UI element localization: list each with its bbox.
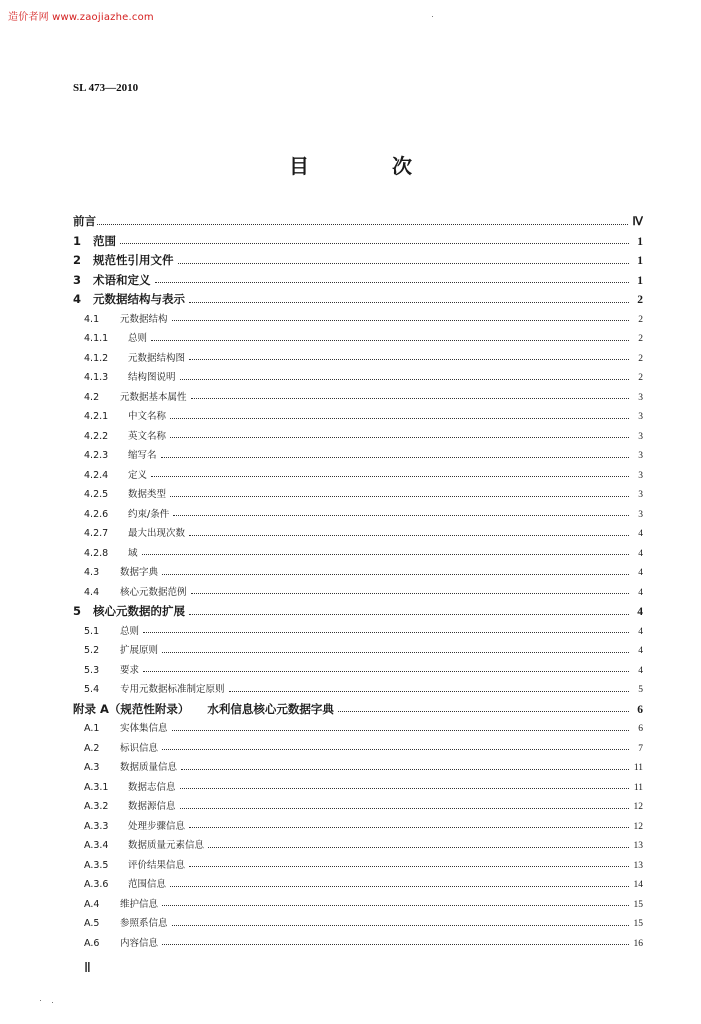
toc-entry-number: 4.2.2 bbox=[84, 430, 109, 442]
toc-entry-page: 5 bbox=[638, 685, 643, 695]
toc-entry-number: 前言 bbox=[73, 214, 96, 228]
toc-entry[interactable] bbox=[84, 408, 643, 422]
toc-entry-number: 4.2.6 bbox=[84, 508, 109, 520]
toc-entry-title: 结构图说明 bbox=[128, 372, 176, 383]
toc-entry-number: 5.1 bbox=[84, 625, 100, 637]
document-code: SL 473—2010 bbox=[73, 82, 139, 94]
toc-entry[interactable] bbox=[84, 662, 643, 676]
toc-entry-page: 4 bbox=[638, 568, 643, 578]
toc-entry-number: 4.2.5 bbox=[84, 489, 109, 500]
toc-entry-title: 术语和定义 bbox=[93, 272, 151, 287]
watermark-text: 造价者网 www.zaojiazhe.com bbox=[8, 12, 154, 23]
toc-entry-title: 数据字典 bbox=[120, 567, 159, 578]
toc-entry-number: A.3.2 bbox=[84, 801, 109, 812]
toc-entry-number: A.3 bbox=[84, 762, 100, 773]
toc-entry-title: 元数据基本属性 bbox=[120, 391, 187, 403]
toc-entry-title: 专用元数据标准制定原则 bbox=[120, 684, 225, 695]
toc-entry-title: 评价结果信息 bbox=[128, 859, 186, 871]
toc-entry-title: 范围 bbox=[93, 233, 116, 248]
toc-entry-number: 4.2.7 bbox=[84, 528, 109, 539]
toc-entry[interactable] bbox=[84, 896, 643, 910]
toc-entry[interactable] bbox=[73, 213, 643, 229]
toc-leader-dots bbox=[178, 263, 630, 264]
toc-entry-number: 4.1.1 bbox=[84, 333, 109, 344]
toc-entry-page: 4 bbox=[638, 626, 643, 637]
toc-entry-page: 3 bbox=[638, 451, 643, 461]
toc-entry-title: 核心元数据的扩展 bbox=[93, 604, 185, 618]
toc-entry-title: 总则 bbox=[128, 333, 148, 344]
toc-entry[interactable] bbox=[84, 915, 643, 929]
toc-leader-dots bbox=[162, 749, 629, 750]
toc-entry-number: 4.4 bbox=[84, 586, 100, 598]
toc-entry[interactable] bbox=[84, 935, 643, 949]
scan-speck bbox=[52, 1002, 53, 1003]
toc-leader-dots bbox=[151, 340, 629, 341]
toc-entry-page: 4 bbox=[638, 665, 643, 676]
toc-entry[interactable] bbox=[84, 584, 643, 598]
toc-leader-dots bbox=[155, 282, 630, 283]
scan-speck bbox=[40, 1000, 41, 1001]
toc-leader-dots bbox=[97, 224, 628, 225]
toc-entry-title: 处理步骤信息 bbox=[128, 820, 186, 832]
toc-entry-number: A.2 bbox=[84, 742, 100, 754]
toc-entry[interactable] bbox=[84, 545, 643, 559]
toc-entry[interactable] bbox=[84, 330, 643, 344]
toc-entry[interactable] bbox=[84, 623, 643, 637]
toc-entry[interactable] bbox=[84, 447, 643, 461]
toc-entry-title: 扩展原则 bbox=[120, 645, 159, 656]
toc-title: 目 次 bbox=[289, 154, 450, 178]
toc-entry-page: Ⅳ bbox=[632, 216, 643, 228]
toc-entry-title: 数据源信息 bbox=[128, 801, 176, 812]
toc-entry[interactable] bbox=[84, 428, 643, 442]
toc-leader-dots bbox=[143, 632, 629, 633]
toc-leader-dots bbox=[189, 359, 629, 360]
toc-leader-dots bbox=[180, 808, 629, 809]
toc-entry[interactable] bbox=[73, 252, 643, 268]
toc-entry-number: 5.3 bbox=[84, 664, 100, 676]
toc-entry[interactable] bbox=[84, 857, 643, 871]
toc-leader-dots bbox=[172, 925, 629, 926]
toc-entry[interactable] bbox=[84, 389, 643, 403]
toc-entry[interactable] bbox=[84, 467, 643, 481]
toc-entry-title: 数据质量元素信息 bbox=[128, 840, 205, 851]
toc-entry-page: 11 bbox=[633, 782, 643, 793]
toc-entry[interactable] bbox=[84, 837, 643, 851]
toc-leader-dots bbox=[191, 398, 629, 399]
toc-entry-number: A.6 bbox=[84, 937, 100, 949]
toc-entry-number: 4.2.1 bbox=[84, 411, 109, 422]
toc-leader-dots bbox=[189, 827, 629, 828]
toc-entry[interactable] bbox=[84, 818, 643, 832]
toc-entry-title: 参照系信息 bbox=[120, 918, 168, 929]
toc-leader-dots bbox=[189, 866, 629, 867]
toc-entry-number: 4.1.3 bbox=[84, 372, 109, 383]
toc-entry-page: 4 bbox=[638, 587, 643, 598]
toc-entry-number: A.3.4 bbox=[84, 840, 109, 851]
toc-leader-dots bbox=[189, 302, 629, 303]
toc-entry-title: 数据质量信息 bbox=[120, 762, 178, 773]
toc-entry-page: 7 bbox=[638, 743, 643, 754]
toc-leader-dots bbox=[162, 574, 629, 575]
toc-entry-number: 5.2 bbox=[84, 645, 100, 656]
toc-leader-dots bbox=[172, 730, 629, 731]
toc-entry[interactable] bbox=[73, 603, 643, 619]
toc-entry-page: 3 bbox=[638, 412, 643, 422]
toc-entry-page: 13 bbox=[633, 860, 643, 871]
toc-entry-page: 16 bbox=[633, 938, 643, 949]
toc-entry[interactable] bbox=[84, 486, 643, 500]
toc-entry-number: 2 bbox=[73, 253, 82, 267]
toc-entry-number: 4.3 bbox=[84, 567, 100, 578]
page-number: Ⅱ bbox=[84, 961, 91, 976]
toc-leader-dots bbox=[170, 886, 629, 887]
toc-entry-number: A.1 bbox=[84, 723, 100, 734]
toc-entry-number: 4.1.2 bbox=[84, 352, 109, 364]
toc-entry-number: 4.2.8 bbox=[84, 547, 109, 559]
toc-leader-dots bbox=[173, 515, 629, 516]
toc-entry[interactable] bbox=[84, 642, 643, 656]
toc-entry-page: 3 bbox=[638, 431, 643, 442]
toc-entry-page: 15 bbox=[633, 899, 643, 910]
toc-entry[interactable] bbox=[84, 350, 643, 364]
toc-entry-title: 实体集信息 bbox=[120, 723, 168, 734]
toc-entry-page: 15 bbox=[633, 919, 643, 929]
toc-entry-title: 元数据结构与表示 bbox=[93, 292, 185, 306]
toc-entry-number: 3 bbox=[73, 272, 82, 287]
toc-entry-title: 最大出现次数 bbox=[128, 528, 186, 539]
toc-leader-dots bbox=[180, 788, 629, 789]
toc-entry-page: 2 bbox=[638, 314, 643, 325]
toc-leader-dots bbox=[162, 905, 629, 906]
toc-entry-number: A.3.3 bbox=[84, 820, 109, 832]
toc-entry-page: 3 bbox=[638, 490, 643, 500]
toc-entry-title: 缩写名 bbox=[128, 450, 157, 461]
toc-entry-title: 中文名称 bbox=[128, 411, 167, 422]
toc-entry-number: 4.1 bbox=[84, 313, 100, 325]
toc-entry-page: 1 bbox=[637, 235, 643, 248]
toc-leader-dots bbox=[151, 476, 629, 477]
toc-entry-page: 3 bbox=[638, 509, 643, 520]
toc-entry-title: 范围信息 bbox=[128, 879, 167, 890]
toc-leader-dots bbox=[181, 769, 629, 770]
scan-speck bbox=[432, 16, 433, 17]
toc-entry[interactable] bbox=[84, 798, 643, 812]
toc-entry-title: 定义 bbox=[128, 469, 148, 481]
toc-leader-dots bbox=[189, 535, 629, 536]
toc-leader-dots bbox=[170, 496, 629, 497]
toc-entry-page: 13 bbox=[633, 841, 643, 851]
toc-entry[interactable] bbox=[73, 701, 643, 717]
toc-entry-page: 6 bbox=[637, 703, 643, 716]
toc-entry[interactable] bbox=[84, 564, 643, 578]
toc-entry-page: 6 bbox=[638, 724, 643, 734]
toc-entry-page: 2 bbox=[638, 373, 643, 383]
toc-entry-title: 维护信息 bbox=[120, 898, 159, 910]
toc-entry-title: 英文名称 bbox=[128, 430, 167, 442]
toc-entry-page: 2 bbox=[638, 353, 643, 364]
toc-entry[interactable] bbox=[84, 681, 643, 695]
toc-entry-title: 数据类型 bbox=[128, 489, 167, 500]
toc-entry[interactable] bbox=[84, 369, 643, 383]
toc-entry-page: 1 bbox=[637, 255, 643, 267]
toc-entry-page: 11 bbox=[633, 763, 643, 773]
toc-entry-page: 2 bbox=[637, 294, 643, 306]
toc-leader-dots bbox=[170, 437, 629, 438]
toc-entry-title: 水利信息核心元数据字典 bbox=[207, 701, 334, 716]
toc-entry-title: 数据志信息 bbox=[128, 781, 176, 793]
toc-entry[interactable] bbox=[84, 311, 643, 325]
toc-entry[interactable] bbox=[84, 759, 643, 773]
toc-entry-title: 约束/条件 bbox=[128, 508, 170, 520]
toc-entry[interactable] bbox=[84, 740, 643, 754]
toc-entry-page: 4 bbox=[638, 529, 643, 539]
toc-leader-dots bbox=[142, 554, 629, 555]
toc-entry[interactable] bbox=[84, 720, 643, 734]
toc-leader-dots bbox=[172, 320, 629, 321]
toc-entry-page: 14 bbox=[633, 880, 643, 890]
toc-entry-number: 附录 A（规范性附录） bbox=[73, 701, 190, 716]
toc-entry-page: 12 bbox=[633, 802, 643, 812]
toc-entry[interactable] bbox=[84, 525, 643, 539]
toc-entry-page: 12 bbox=[633, 821, 643, 832]
toc-entry-number: A.3.6 bbox=[84, 879, 109, 890]
toc-entry-number: A.5 bbox=[84, 918, 100, 929]
toc-entry-title: 规范性引用文件 bbox=[93, 253, 174, 267]
toc-entry[interactable] bbox=[73, 291, 643, 307]
toc-entry[interactable] bbox=[73, 233, 643, 249]
toc-entry[interactable] bbox=[73, 272, 643, 288]
toc-entry-title: 元数据结构图 bbox=[128, 352, 186, 364]
toc-leader-dots bbox=[162, 652, 629, 653]
toc-entry[interactable] bbox=[84, 779, 643, 793]
toc-entry-title: 总则 bbox=[120, 625, 140, 637]
toc-leader-dots bbox=[143, 671, 629, 672]
toc-entry-number: A.4 bbox=[84, 898, 100, 910]
toc-entry-title: 域 bbox=[128, 547, 138, 559]
toc-entry-page: 3 bbox=[638, 470, 643, 481]
toc-entry-number: A.3.5 bbox=[84, 859, 109, 871]
toc-entry-title: 标识信息 bbox=[120, 742, 159, 754]
toc-entry-number: 4.2.4 bbox=[84, 469, 109, 481]
toc-entry-number: 4 bbox=[73, 292, 82, 306]
toc-leader-dots bbox=[229, 691, 629, 692]
toc-leader-dots bbox=[120, 243, 629, 244]
toc-entry-number: 4.2 bbox=[84, 391, 100, 403]
toc-entry-number: 5 bbox=[73, 604, 82, 618]
toc-leader-dots bbox=[208, 847, 629, 848]
toc-entry-title: 要求 bbox=[120, 664, 140, 676]
toc-entry-page: 1 bbox=[637, 274, 643, 287]
toc-entry-page: 4 bbox=[638, 646, 643, 656]
toc-entry-number: 1 bbox=[73, 233, 82, 248]
toc-entry-number: 5.4 bbox=[84, 684, 100, 695]
toc-entry[interactable] bbox=[84, 876, 643, 890]
toc-entry-page: 3 bbox=[638, 392, 643, 403]
toc-leader-dots bbox=[170, 418, 629, 419]
toc-leader-dots bbox=[191, 593, 629, 594]
toc-entry-number: 4.2.3 bbox=[84, 450, 109, 461]
toc-leader-dots bbox=[338, 711, 629, 712]
toc-entry-title: 核心元数据范例 bbox=[120, 586, 187, 598]
toc-leader-dots bbox=[180, 379, 629, 380]
toc-entry[interactable] bbox=[84, 506, 643, 520]
toc-entry-page: 2 bbox=[638, 334, 643, 344]
toc-entry-title: 内容信息 bbox=[120, 937, 159, 949]
toc-entry-title: 元数据结构 bbox=[120, 313, 168, 325]
toc-leader-dots bbox=[161, 457, 629, 458]
toc-entry-number: A.3.1 bbox=[84, 781, 109, 793]
toc-entry-page: 4 bbox=[638, 548, 643, 559]
toc-entry-page: 4 bbox=[637, 606, 643, 618]
toc-leader-dots bbox=[162, 944, 629, 945]
toc-leader-dots bbox=[189, 614, 629, 615]
